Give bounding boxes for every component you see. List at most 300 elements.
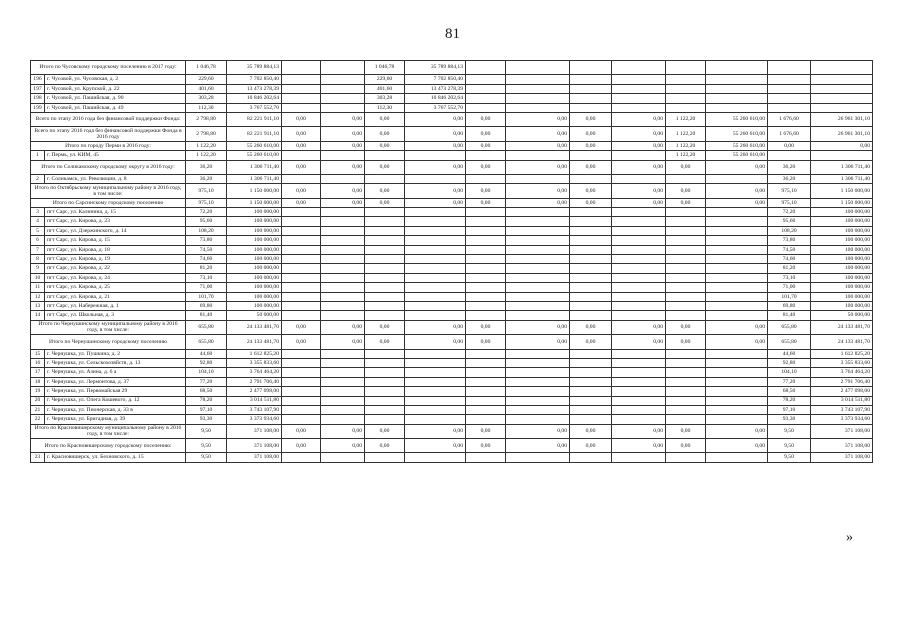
table-row xyxy=(31,236,873,245)
value-cell: 371 108,00 xyxy=(811,439,873,453)
value-cell xyxy=(282,226,321,235)
value-cell xyxy=(282,94,321,103)
value-cell xyxy=(466,226,506,235)
value-cell xyxy=(321,151,365,160)
value-cell: 975,10 xyxy=(186,184,227,198)
value-cell: 100 000,00 xyxy=(227,292,282,301)
value-cell xyxy=(612,396,666,405)
value-cell: 0,00 xyxy=(466,198,506,207)
value-cell xyxy=(282,377,321,386)
value-cell: 0,00 xyxy=(506,184,570,198)
table-body xyxy=(31,61,873,463)
total-row xyxy=(31,320,873,334)
value-cell: 100 000,00 xyxy=(811,217,873,226)
value-cell xyxy=(506,94,570,103)
value-cell: 95,60 xyxy=(768,217,811,226)
value-cell: 0,00 xyxy=(405,141,466,150)
value-cell: 0,00 xyxy=(321,335,365,349)
value-cell: 0,00 xyxy=(612,320,666,334)
value-cell xyxy=(612,255,666,264)
value-cell xyxy=(405,387,466,396)
value-cell xyxy=(570,103,612,112)
value-cell xyxy=(466,84,506,93)
value-cell: 0,00 xyxy=(365,112,405,126)
value-cell xyxy=(768,61,811,75)
value-cell xyxy=(506,387,570,396)
table-row xyxy=(31,217,873,226)
value-cell: 77,20 xyxy=(768,377,811,386)
address-cell: г. Чусовой, ул. Пашийская, д. 49 xyxy=(45,103,186,112)
value-cell xyxy=(506,396,570,405)
value-cell: 1 122,20 xyxy=(666,151,706,160)
value-cell: 101,70 xyxy=(768,292,811,301)
value-cell: 0,00 xyxy=(321,141,365,150)
value-cell: 13 473 278,39 xyxy=(405,84,466,93)
value-cell xyxy=(405,208,466,217)
value-cell xyxy=(282,174,321,183)
value-cell xyxy=(506,453,570,462)
value-cell xyxy=(570,273,612,282)
value-cell: 100 000,00 xyxy=(227,217,282,226)
total-row xyxy=(31,127,873,141)
value-cell xyxy=(321,377,365,386)
value-cell xyxy=(666,349,706,358)
value-cell: 0,00 xyxy=(405,198,466,207)
value-cell: 1 122,20 xyxy=(186,141,227,150)
value-cell: 3 014 511,80 xyxy=(811,396,873,405)
value-cell xyxy=(706,301,768,310)
value-cell: 0,00 xyxy=(405,160,466,174)
value-cell xyxy=(706,236,768,245)
value-cell: 2 791 706,40 xyxy=(227,377,282,386)
value-cell xyxy=(282,349,321,358)
row-number: 11 xyxy=(31,283,45,292)
value-cell xyxy=(570,84,612,93)
value-cell: 1 612 825,20 xyxy=(811,349,873,358)
value-cell: 55 260 610,00 xyxy=(706,112,768,126)
value-cell xyxy=(321,273,365,282)
value-cell xyxy=(365,217,405,226)
value-cell xyxy=(811,151,873,160)
value-cell xyxy=(666,75,706,84)
total-label: Итого по Чусовскому городскому поселению в 2017 году: xyxy=(31,61,186,75)
value-cell: 0,00 xyxy=(466,184,506,198)
value-cell xyxy=(612,349,666,358)
value-cell: 97,10 xyxy=(186,405,227,414)
row-number: 23 xyxy=(31,453,45,462)
value-cell xyxy=(282,217,321,226)
value-cell xyxy=(282,292,321,301)
value-cell: 0,00 xyxy=(612,141,666,150)
value-cell: 0,00 xyxy=(405,127,466,141)
value-cell xyxy=(282,311,321,320)
value-cell: 9,50 xyxy=(768,453,811,462)
value-cell: 0,00 xyxy=(321,112,365,126)
address-cell: пгт Сарс, ул. Кирова, д. 18 xyxy=(45,245,186,254)
value-cell xyxy=(466,245,506,254)
value-cell xyxy=(466,396,506,405)
value-cell: 0,00 xyxy=(666,160,706,174)
value-cell xyxy=(612,283,666,292)
value-cell xyxy=(321,226,365,235)
value-cell xyxy=(706,415,768,424)
value-cell: 0,00 xyxy=(321,439,365,453)
value-cell xyxy=(666,84,706,93)
value-cell xyxy=(506,245,570,254)
value-cell: 0,00 xyxy=(282,141,321,150)
value-cell xyxy=(321,301,365,310)
value-cell: 0,00 xyxy=(612,439,666,453)
value-cell: 1 150 000,00 xyxy=(811,184,873,198)
value-cell: 0,00 xyxy=(282,127,321,141)
value-cell: 24 133 481,70 xyxy=(811,320,873,334)
value-cell: 24 133 481,70 xyxy=(227,320,282,334)
value-cell xyxy=(282,151,321,160)
address-cell: г. Чусовой, ул. Крупской, д. 22 xyxy=(45,84,186,93)
value-cell: 81,40 xyxy=(768,311,811,320)
value-cell: 95,60 xyxy=(186,217,227,226)
address-cell: пгт Сарс, ул. Кирова, д. 24 xyxy=(45,273,186,282)
value-cell: 108,20 xyxy=(768,226,811,235)
value-cell xyxy=(612,84,666,93)
value-cell: 3 764 464,20 xyxy=(227,368,282,377)
value-cell xyxy=(570,415,612,424)
total-label: Итого по Чернушинскому городскому поселению xyxy=(31,335,186,349)
total-label: Итого по Красновишерскому муниципальному району в 2016 году, в том числе: xyxy=(31,424,186,438)
row-number: 8 xyxy=(31,255,45,264)
value-cell xyxy=(321,349,365,358)
row-number: 2 xyxy=(31,174,45,183)
address-cell: г. Чернушка, ул. Лермонтова, д. 37 xyxy=(45,377,186,386)
row-number: 17 xyxy=(31,368,45,377)
value-cell: 0,00 xyxy=(570,198,612,207)
value-cell xyxy=(365,368,405,377)
value-cell xyxy=(405,174,466,183)
value-cell xyxy=(466,415,506,424)
value-cell: 0,00 xyxy=(706,439,768,453)
value-cell: 104,10 xyxy=(186,368,227,377)
value-cell: 74,50 xyxy=(768,245,811,254)
value-cell xyxy=(666,273,706,282)
value-cell xyxy=(706,103,768,112)
value-cell: 100 000,00 xyxy=(227,273,282,282)
table-row xyxy=(31,358,873,367)
value-cell: 100 000,00 xyxy=(811,226,873,235)
continuation-mark: » xyxy=(846,530,853,545)
value-cell: 112,30 xyxy=(186,103,227,112)
value-cell xyxy=(706,208,768,217)
value-cell xyxy=(321,217,365,226)
address-cell: г. Чернушка, ул. Бригадная, д. 39 xyxy=(45,415,186,424)
total-row xyxy=(31,424,873,438)
value-cell: 0,00 xyxy=(506,439,570,453)
row-number: 199 xyxy=(31,103,45,112)
value-cell xyxy=(612,273,666,282)
value-cell: 1 122,20 xyxy=(666,112,706,126)
value-cell xyxy=(768,103,811,112)
value-cell xyxy=(282,255,321,264)
total-label: Итого по Октябрьскому муниципальному району в 2016 году, в том числе: xyxy=(31,184,186,198)
value-cell: 44,60 xyxy=(768,349,811,358)
value-cell: 0,00 xyxy=(405,112,466,126)
value-cell: 303,28 xyxy=(186,94,227,103)
value-cell xyxy=(405,264,466,273)
value-cell xyxy=(321,245,365,254)
address-cell: пгт Сарс, ул. Кирова, д. 19 xyxy=(45,255,186,264)
value-cell xyxy=(466,292,506,301)
value-cell: 0,00 xyxy=(570,141,612,150)
value-cell xyxy=(321,255,365,264)
value-cell xyxy=(506,415,570,424)
value-cell: 371 108,00 xyxy=(227,424,282,438)
value-cell: 0,00 xyxy=(706,184,768,198)
table-row xyxy=(31,245,873,254)
value-cell xyxy=(612,236,666,245)
value-cell: 9,50 xyxy=(186,424,227,438)
value-cell: 0,00 xyxy=(282,439,321,453)
value-cell xyxy=(282,283,321,292)
value-cell xyxy=(570,283,612,292)
value-cell xyxy=(321,368,365,377)
table-row xyxy=(31,405,873,414)
value-cell xyxy=(506,61,570,75)
value-cell xyxy=(666,301,706,310)
value-cell xyxy=(612,208,666,217)
row-number: 13 xyxy=(31,301,45,310)
address-cell: г. Чусовой, ул. Чусовская, д. 2 xyxy=(45,75,186,84)
value-cell: 1 150 000,00 xyxy=(811,198,873,207)
value-cell xyxy=(612,174,666,183)
value-cell xyxy=(405,255,466,264)
total-row xyxy=(31,112,873,126)
address-cell: г. Чернушка, ул. Пионерская, д. 33 в xyxy=(45,405,186,414)
address-cell: пгт Сарс, ул. Школьная, д. 3 xyxy=(45,311,186,320)
value-cell xyxy=(405,217,466,226)
value-cell: 35 789 884,13 xyxy=(227,61,282,75)
value-cell xyxy=(282,103,321,112)
value-cell xyxy=(768,75,811,84)
value-cell: 36,20 xyxy=(768,160,811,174)
value-cell: 0,00 xyxy=(321,320,365,334)
value-cell: 74,60 xyxy=(186,255,227,264)
value-cell xyxy=(365,349,405,358)
address-cell: г. Чернушка, ул. Пушкина, д. 2 xyxy=(45,349,186,358)
value-cell xyxy=(321,208,365,217)
value-cell: 2 791 706,40 xyxy=(811,377,873,386)
value-cell: 0,00 xyxy=(506,335,570,349)
value-cell: 55 260 610,00 xyxy=(706,151,768,160)
value-cell xyxy=(321,311,365,320)
value-cell: 3 355 833,60 xyxy=(227,358,282,367)
value-cell: 229,60 xyxy=(365,75,405,84)
value-cell xyxy=(282,368,321,377)
value-cell xyxy=(612,301,666,310)
value-cell: 0,00 xyxy=(706,198,768,207)
table-row xyxy=(31,415,873,424)
value-cell xyxy=(768,151,811,160)
value-cell: 1 306 711,40 xyxy=(811,174,873,183)
value-cell xyxy=(466,311,506,320)
value-cell: 975,10 xyxy=(186,198,227,207)
table-row xyxy=(31,208,873,217)
value-cell xyxy=(506,358,570,367)
value-cell: 55 260 610,00 xyxy=(706,141,768,150)
value-cell xyxy=(365,174,405,183)
value-cell xyxy=(666,415,706,424)
value-cell xyxy=(706,226,768,235)
value-cell: 0,00 xyxy=(768,141,811,150)
value-cell xyxy=(612,61,666,75)
value-cell xyxy=(405,151,466,160)
value-cell: 81,40 xyxy=(186,311,227,320)
table-row xyxy=(31,396,873,405)
value-cell xyxy=(666,292,706,301)
value-cell: 0,00 xyxy=(466,160,506,174)
value-cell xyxy=(282,396,321,405)
value-cell: 0,00 xyxy=(612,198,666,207)
value-cell xyxy=(405,292,466,301)
value-cell xyxy=(570,377,612,386)
value-cell xyxy=(506,264,570,273)
total-row xyxy=(31,439,873,453)
value-cell: 0,00 xyxy=(570,439,612,453)
row-number: 1 xyxy=(31,151,45,160)
value-cell: 100 000,00 xyxy=(227,283,282,292)
address-cell: пгт Сарс, ул. Кирова, д. 22 xyxy=(45,264,186,273)
value-cell: 77,20 xyxy=(186,377,227,386)
value-cell xyxy=(321,405,365,414)
value-cell xyxy=(405,415,466,424)
table-row xyxy=(31,301,873,310)
value-cell: 975,10 xyxy=(768,184,811,198)
value-cell xyxy=(666,245,706,254)
value-cell xyxy=(321,292,365,301)
value-cell xyxy=(466,208,506,217)
value-cell xyxy=(405,236,466,245)
value-cell: 3 373 934,60 xyxy=(811,415,873,424)
value-cell xyxy=(466,377,506,386)
value-cell: 7 702 850,40 xyxy=(405,75,466,84)
value-cell: 0,00 xyxy=(612,184,666,198)
total-label: Всего по этапу 2016 года без финансовой поддержки Фонда в 2016 году xyxy=(31,127,186,141)
value-cell xyxy=(405,358,466,367)
total-row xyxy=(31,335,873,349)
value-cell: 0,00 xyxy=(506,424,570,438)
value-cell xyxy=(570,174,612,183)
value-cell xyxy=(365,405,405,414)
total-row xyxy=(31,61,873,75)
value-cell xyxy=(570,349,612,358)
value-cell: 74,60 xyxy=(768,255,811,264)
value-cell xyxy=(570,453,612,462)
value-cell xyxy=(706,283,768,292)
value-cell: 100 000,00 xyxy=(811,292,873,301)
row-number: 197 xyxy=(31,84,45,93)
value-cell xyxy=(706,94,768,103)
value-cell xyxy=(282,75,321,84)
value-cell: 0,00 xyxy=(282,320,321,334)
value-cell: 92,80 xyxy=(768,358,811,367)
value-cell: 108,20 xyxy=(186,226,227,235)
value-cell xyxy=(570,292,612,301)
value-cell xyxy=(666,208,706,217)
value-cell: 81,20 xyxy=(768,264,811,273)
value-cell: 371 108,00 xyxy=(227,439,282,453)
value-cell: 371 108,00 xyxy=(227,453,282,462)
value-cell: 0,00 xyxy=(706,320,768,334)
value-cell xyxy=(282,405,321,414)
value-cell xyxy=(321,387,365,396)
total-label: Итого по городу Перми в 2016 году: xyxy=(31,141,186,150)
address-cell: пгт Сарс, ул. Кирова, д. 15 xyxy=(45,236,186,245)
address-cell: пгт Сарс, ул. Набережная, д. 1 xyxy=(45,301,186,310)
value-cell: 82 221 911,10 xyxy=(227,112,282,126)
value-cell: 655,80 xyxy=(768,320,811,334)
value-cell: 0,00 xyxy=(706,424,768,438)
value-cell: 0,00 xyxy=(365,127,405,141)
value-cell: 55 260 610,00 xyxy=(227,151,282,160)
address-cell: г. Пермь, ул. КИМ, 45 xyxy=(45,151,186,160)
value-cell xyxy=(506,311,570,320)
value-cell xyxy=(506,151,570,160)
address-cell: пгт Сарс, ул. Дзержинского, д. 14 xyxy=(45,226,186,235)
value-cell xyxy=(506,368,570,377)
value-cell: 3 355 833,60 xyxy=(811,358,873,367)
value-cell xyxy=(570,226,612,235)
value-cell: 9,50 xyxy=(768,439,811,453)
value-cell: 0,00 xyxy=(365,335,405,349)
value-cell: 92,80 xyxy=(186,358,227,367)
value-cell: 0,00 xyxy=(282,335,321,349)
value-cell: 100 000,00 xyxy=(811,283,873,292)
value-cell xyxy=(365,292,405,301)
value-cell: 0,00 xyxy=(365,141,405,150)
value-cell xyxy=(612,405,666,414)
value-cell: 2 477 098,00 xyxy=(811,387,873,396)
address-cell: г. Чернушка, ул. Первомайская 29 xyxy=(45,387,186,396)
value-cell xyxy=(706,264,768,273)
value-cell: 655,80 xyxy=(186,335,227,349)
value-cell: 100 000,00 xyxy=(227,255,282,264)
value-cell: 0,00 xyxy=(666,424,706,438)
value-cell: 0,00 xyxy=(506,198,570,207)
value-cell xyxy=(612,75,666,84)
value-cell xyxy=(706,387,768,396)
value-cell: 371 108,00 xyxy=(811,453,873,462)
value-cell: 0,00 xyxy=(612,127,666,141)
value-cell: 0,00 xyxy=(405,335,466,349)
value-cell: 0,00 xyxy=(365,184,405,198)
value-cell: 0,00 xyxy=(365,439,405,453)
value-cell: 73,80 xyxy=(768,236,811,245)
value-cell xyxy=(612,151,666,160)
value-cell: 36,20 xyxy=(768,174,811,183)
value-cell: 1 150 000,00 xyxy=(227,198,282,207)
value-cell: 303,28 xyxy=(365,94,405,103)
value-cell: 55 260 610,00 xyxy=(227,141,282,150)
value-cell: 78,20 xyxy=(768,396,811,405)
row-number: 198 xyxy=(31,94,45,103)
table-row xyxy=(31,226,873,235)
row-number: 3 xyxy=(31,208,45,217)
value-cell: 100 000,00 xyxy=(811,255,873,264)
value-cell xyxy=(612,311,666,320)
total-label: Всего по этапу 2016 года без финансовой поддержки Фонда: xyxy=(31,112,186,126)
value-cell: 0,00 xyxy=(282,160,321,174)
value-cell: 26 961 301,10 xyxy=(811,112,873,126)
value-cell xyxy=(282,358,321,367)
value-cell: 3 743 107,90 xyxy=(227,405,282,414)
